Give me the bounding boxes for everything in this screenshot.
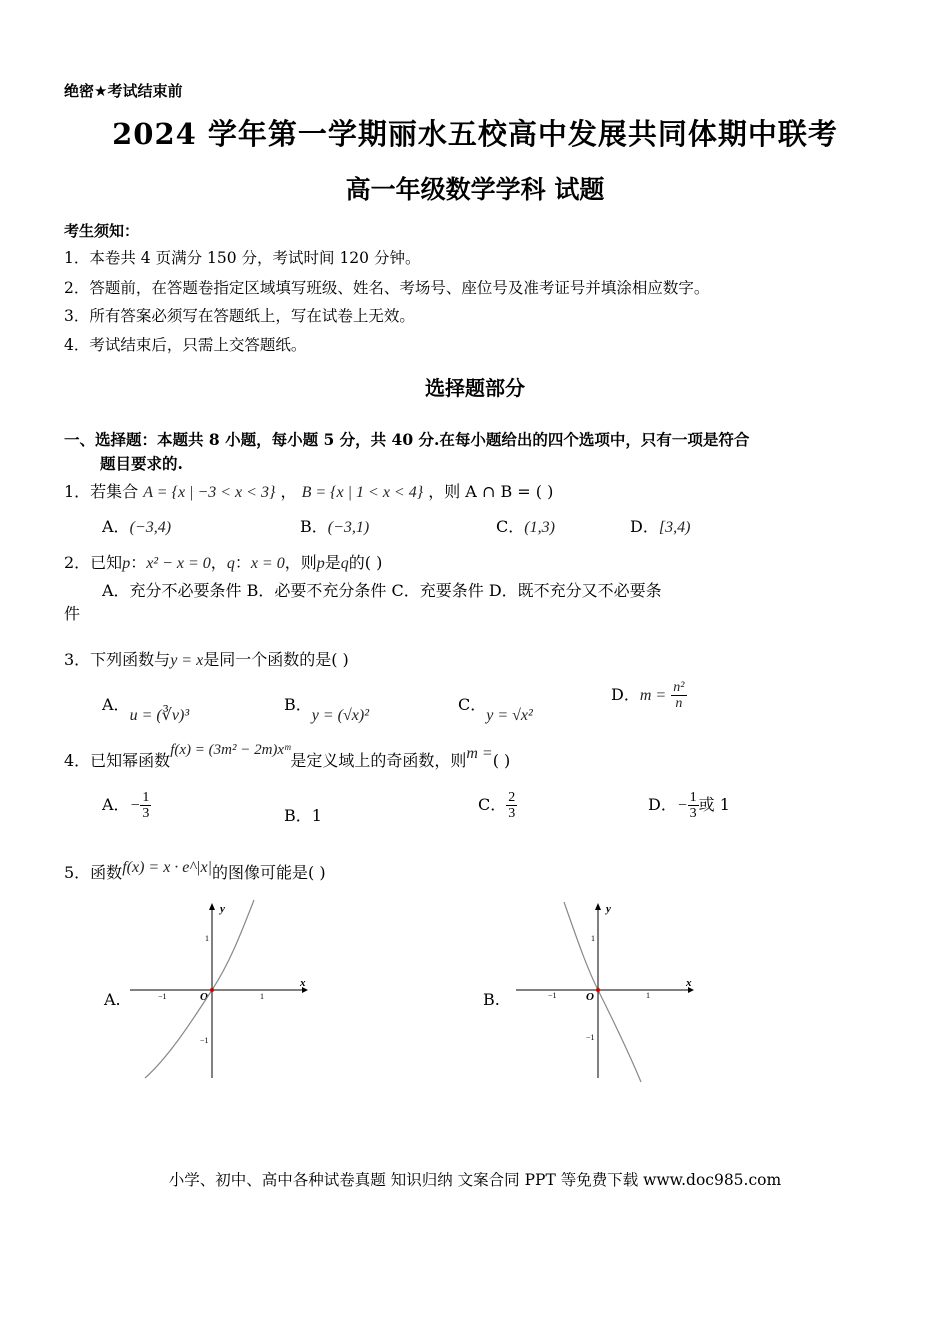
origin-point	[596, 988, 600, 992]
y-axis-label: y	[606, 903, 611, 915]
note-item: 3．所有答案必须写在答题纸上，写在试卷上无效。	[64, 307, 415, 325]
question-3: 3．下列函数与y = x是同一个函数的是( )	[64, 650, 349, 669]
notes-heading: 考生须知：	[64, 222, 140, 240]
tick-label: −1	[158, 992, 167, 1001]
set-b-formula: B = {x | 1 < x < 4}	[301, 484, 424, 501]
question-2: 2．已知p：x² − x = 0，q：x = 0，则p是q的( )	[64, 553, 383, 572]
part-one-line: 一、选择题：本题共 8 小题，每小题 5 分，共 40 分.在每小题给出的四个选项中，只有一项是符合	[64, 430, 750, 449]
graph-b	[516, 896, 696, 1086]
part-one-line: 题目要求的.	[100, 454, 183, 473]
tick-label: 1	[260, 992, 264, 1001]
x-axis-label: x	[686, 977, 692, 989]
curve	[145, 900, 254, 1078]
option-a: A．u = (∛v)³	[102, 695, 190, 724]
exam-title: 2024 学年第一学期丽水五校高中发展共同体期中联考	[112, 117, 838, 151]
option-d: D．m = $\frac{\text{n²}}{n}$	[611, 680, 685, 711]
part-one-instructions	[64, 428, 884, 476]
question-5: 5．函数f(x) = x · e^|x|的图像可能是( )	[64, 859, 326, 882]
tick-label: 1	[646, 991, 650, 1000]
question-4: 4．已知幂函数f(x) = (3m² − 2m)xᵐ是定义域上的奇函数，则m =( )	[64, 742, 511, 770]
tick-label: −1	[200, 1036, 209, 1045]
tick-label: −1	[586, 1033, 595, 1042]
tick-label: 1	[205, 934, 209, 943]
option-c: C．y = √x²	[458, 695, 533, 724]
separator: ，	[280, 482, 297, 501]
note-item: 2．答题前，在答题卷指定区域填写班级、姓名、考场号、座位号及准考证号并填涂相应数字。	[64, 279, 710, 297]
option-b: B．(−3,1)	[300, 517, 370, 536]
tick-label: −1	[548, 991, 557, 1000]
curve	[564, 902, 641, 1082]
note-item: 4．考试结束后，只需上交答题纸。	[64, 336, 307, 354]
question-2-options-wrap: 件	[64, 604, 81, 623]
question-text: 1．若集合	[64, 482, 139, 501]
option-d: D．− $\frac{1}{3}$ 或 1	[648, 790, 730, 821]
option-c: C． $\frac{2}{3}$	[478, 790, 516, 821]
y-axis-arrow	[595, 903, 601, 910]
x-axis-label: x	[300, 977, 306, 989]
footer-text: 小学、初中、高中各种试卷真题 知识归纳 文案合同 PPT 等免费下载 www.doc985.com	[168, 1171, 782, 1189]
origin-label: O	[200, 991, 208, 1003]
question-2-options: A．充分不必要条件 B．必要不充分条件 C．充要条件 D．既不充分又不必要条	[102, 581, 662, 600]
y-axis-arrow	[209, 903, 215, 910]
option-c: C．(1,3)	[496, 517, 555, 536]
origin-point	[210, 988, 214, 992]
question-1	[64, 479, 553, 502]
tick-label: 1	[591, 934, 595, 943]
section-heading: 选择题部分	[425, 376, 525, 400]
question-ask: ，则 A ∩ B = ( )	[428, 482, 554, 501]
confidential-label: 绝密★考试结束前	[64, 82, 183, 100]
graph-a	[130, 896, 310, 1086]
exam-subtitle: 高一年级数学学科 试题	[345, 175, 605, 204]
option-b: B．1	[284, 806, 322, 825]
note-item: 1．本卷共 4 页满分 150 分，考试时间 120 分钟。	[64, 249, 421, 267]
option-a: A．− $\frac{1}{3}$	[102, 790, 150, 821]
origin-label: O	[586, 991, 594, 1003]
option-a: A．(−3,4)	[102, 517, 172, 536]
graph-a-label: A.	[104, 990, 121, 1009]
option-d: D．[3,4)	[630, 517, 691, 536]
y-axis-label: y	[220, 903, 225, 915]
set-a-formula: A = {x | −3 < x < 3}	[143, 484, 276, 501]
graph-b-label: B.	[483, 990, 500, 1009]
option-b: B．y = (√x)²	[284, 695, 369, 724]
